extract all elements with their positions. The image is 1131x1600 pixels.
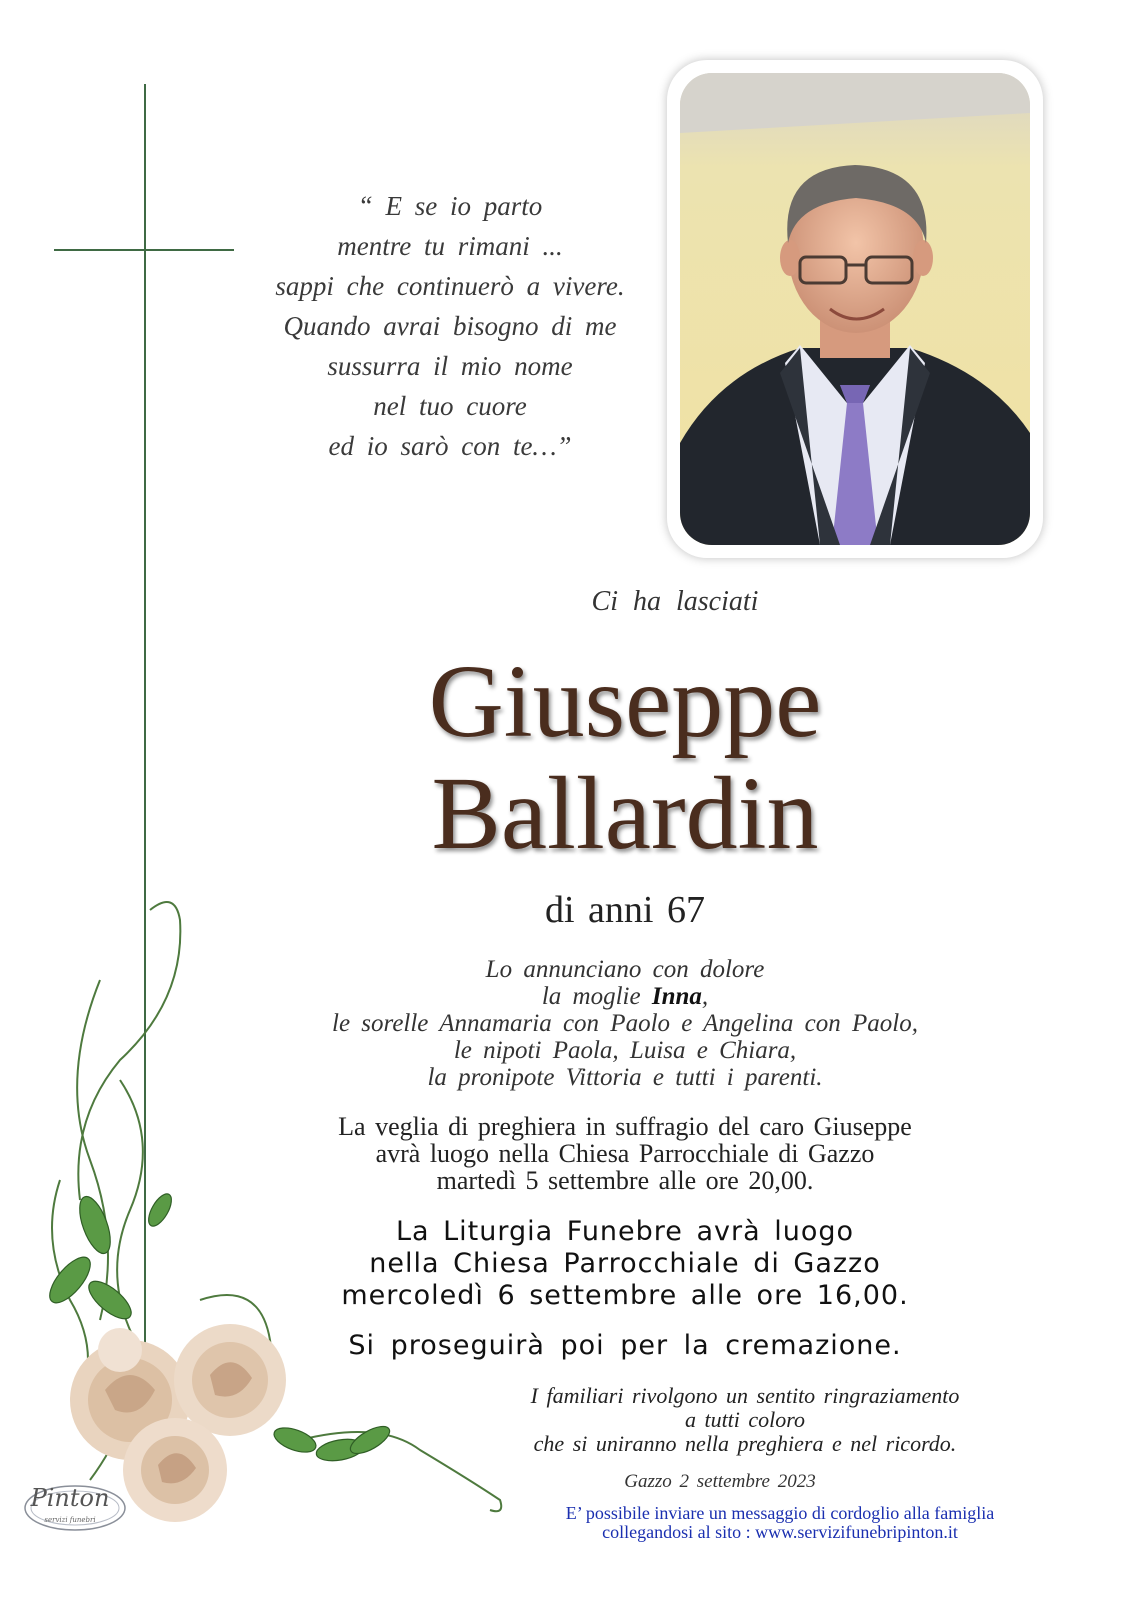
poem-line: nel tuo cuore: [373, 391, 527, 421]
thanks-line: a tutti coloro: [684, 1407, 806, 1432]
cross-arm: [54, 249, 234, 251]
age: di anni 67: [545, 889, 705, 931]
announce-line: la pronipote Vittoria e tutti i parenti.: [427, 1064, 823, 1091]
announce-line: le nipoti Paola, Luisa e Chiara,: [453, 1037, 797, 1064]
poem-line: mentre tu rimani ...: [337, 231, 563, 261]
subtitle: Ci ha lasciati: [591, 586, 759, 617]
poem: [230, 186, 670, 466]
place-date: Gazzo 2 settembre 2023: [624, 1471, 816, 1492]
portrait-photo: [680, 73, 1030, 545]
vigil-line: martedì 5 settembre alle ore 20,00.: [436, 1166, 814, 1195]
announce-text: la moglie: [541, 983, 652, 1010]
logo-name: Pinton: [30, 1484, 110, 1512]
cremation-notice: Si proseguirà poi per la cremazione.: [348, 1330, 902, 1361]
poem-line: “ E se io parto: [357, 191, 543, 221]
poem-line: Quando avrai bisogno di me: [283, 311, 617, 341]
vigil-line: La veglia di preghiera in suffragio del caro Giuseppe: [338, 1112, 912, 1141]
poem-line: sappi che continuerò a vivere.: [275, 271, 625, 301]
announce-line: le sorelle Annamaria con Paolo e Angelina con Paolo,: [332, 1010, 918, 1037]
vigil-line: avrà luogo nella Chiesa Parrocchiale di Gazzo: [375, 1139, 875, 1168]
condolence-info: [500, 1504, 1060, 1542]
last-name: Ballardin: [431, 756, 819, 871]
wife-name: Inna: [651, 983, 702, 1010]
funeral-line: nella Chiesa Parrocchiale di Gazzo: [369, 1248, 881, 1279]
logo-tagline: servizi funebri: [44, 1516, 96, 1524]
announce-text: ,: [701, 983, 709, 1010]
funeral-line: mercoledì 6 settembre alle ore 16,00.: [341, 1280, 909, 1311]
thanks-line: I familiari rivolgono un sentito ringraziamento: [530, 1383, 960, 1408]
poem-line: ed io sarò con te…”: [328, 431, 572, 461]
condolence-line: E’ possibile inviare un messaggio di cordoglio alla famiglia: [565, 1503, 995, 1523]
funeral-line: La Liturgia Funebre avrà luogo: [395, 1216, 855, 1247]
announce-line: Lo annunciano con dolore: [485, 956, 765, 983]
first-name: Giuseppe: [428, 644, 822, 759]
thanks-line: che si uniranno nella preghiera e nel ricordo.: [533, 1431, 957, 1456]
condolence-link[interactable]: collegandosi al sito : www.servizifunebripinton.it: [602, 1522, 958, 1542]
poem-line: sussurra il mio nome: [327, 351, 573, 381]
